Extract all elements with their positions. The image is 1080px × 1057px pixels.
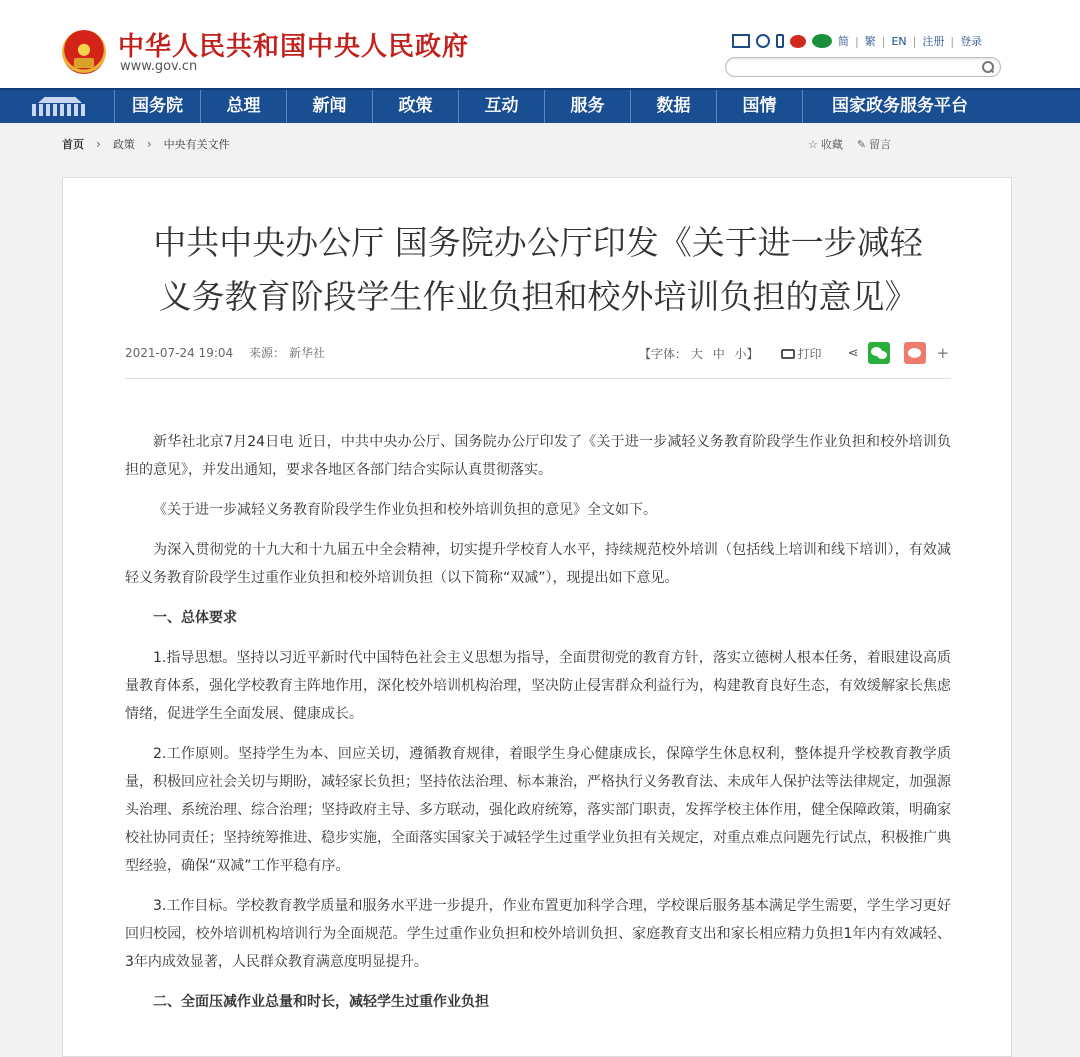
nav-item-news[interactable]: 新闻 xyxy=(287,90,373,123)
source-name: 新华社 xyxy=(288,346,325,360)
site-title[interactable]: 中华人民共和国中央人民政府 xyxy=(118,32,470,62)
article-title xyxy=(63,216,1013,324)
divider: | xyxy=(950,34,955,48)
divider: | xyxy=(912,34,917,48)
search-icon[interactable] xyxy=(982,61,994,73)
paragraph: 2.工作原则。坚持学生为本、回应关切，遵循教育规律，着眼学生身心健康成长，保障学生休息权利，整体提升学校教育教学质量，积极回应社会关切与期盼，减轻家长负担；坚持依法治理、标本兼治，严格执行义务教育法、未成年人保护法等法律规定，加强源头治理、系统治理、综合治理；坚持政府主导、多方联动，强化政府统筹，落实部门职责，发挥学校主体作用，健全保障政策，明确家校社协同责任；坚持统筹推进、稳步实施，全面落实国家关于减轻学生过重学业负担有关规定，对重点难点问题先行试点，积极推广典型经验，确保“双减”工作平稳有序。 xyxy=(125,746,951,874)
publish-date: 2021-07-24 19:04 xyxy=(125,346,234,360)
article-container xyxy=(62,177,1012,1057)
nav-item-service-platform[interactable]: 国家政务服务平台 xyxy=(832,96,968,116)
wechat-share-icon[interactable] xyxy=(868,342,890,364)
nav-item-national-info[interactable]: 国情 xyxy=(717,90,803,123)
paragraph: 新华社北京7月24日电 近日，中共中央办公厅、国务院办公厅印发了《关于进一步减轻义务教育阶段学生作业负担和校外培训负担的意见》，并发出通知，要求各地区各部门结合实际认真贯彻落实。 xyxy=(125,434,951,478)
paragraph: 《关于进一步减轻义务教育阶段学生作业负担和校外培训负担的意见》全文如下。 xyxy=(153,502,657,518)
nav-item-premier[interactable]: 总理 xyxy=(201,90,287,123)
link-english[interactable]: EN xyxy=(891,34,907,48)
nav-item-state-council[interactable]: 国务院 xyxy=(115,90,201,123)
paragraph: 1.指导思想。坚持以习近平新时代中国特色社会主义思想为指导，全面贯彻党的教育方针，落实立德树人根本任务，着眼建设高质量教育体系，强化学校教育主阵地作用，深化校外培训机构治理，坚决防止侵害群众利益行为，构建教育良好生态，有效缓解家长焦虑情绪，促进学生全面发展、健康成长。 xyxy=(125,650,951,722)
mobile-icon[interactable] xyxy=(776,34,784,48)
weibo-share-icon[interactable] xyxy=(904,342,926,364)
print-icon xyxy=(781,349,795,359)
more-share-icon[interactable]: + xyxy=(936,344,950,362)
nav-item-service[interactable]: 服务 xyxy=(545,90,631,123)
print-button[interactable] xyxy=(781,345,822,362)
title-line-1: 中共中央办公厅 国务院办公厅印发《关于进一步减轻 xyxy=(153,223,923,262)
breadcrumb-home[interactable]: 首页 xyxy=(62,138,84,151)
message-label: 留言 xyxy=(869,138,892,151)
font-size-control xyxy=(639,345,759,362)
divider xyxy=(125,378,951,379)
search-input[interactable] xyxy=(725,57,1001,77)
font-size-medium[interactable]: 中 xyxy=(712,346,725,361)
nav-logo[interactable] xyxy=(0,90,115,123)
national-emblem-icon[interactable] xyxy=(62,30,106,74)
breadcrumb-policy[interactable]: 政策 xyxy=(112,138,135,151)
font-size-large[interactable]: 大 xyxy=(690,346,703,361)
rss-icon[interactable] xyxy=(756,34,770,48)
pen-icon: ✎ xyxy=(856,138,867,151)
section-heading: 一、总体要求 xyxy=(153,610,237,626)
message-button[interactable] xyxy=(857,136,891,152)
gate-base-icon xyxy=(32,104,88,116)
site-header xyxy=(0,0,1080,88)
title-line-2: 义务教育阶段学生作业负担和校外培训负担的意见》 xyxy=(158,277,918,316)
link-register[interactable]: 注册 xyxy=(922,35,945,48)
wechat-icon[interactable] xyxy=(812,34,832,48)
nav-item-policy[interactable]: 政策 xyxy=(373,90,459,123)
chevron-right-icon: › xyxy=(96,137,101,151)
article-tools xyxy=(639,342,949,364)
nav-item-interaction[interactable]: 互动 xyxy=(459,90,545,123)
print-label: 打印 xyxy=(797,346,822,361)
breadcrumb xyxy=(62,136,230,152)
divider: | xyxy=(881,34,886,48)
link-simplified[interactable]: 简 xyxy=(838,35,849,48)
section-heading: 二、全面压减作业总量和时长，减轻学生过重作业负担 xyxy=(153,994,489,1010)
star-icon: ☆ xyxy=(808,138,818,151)
main-nav xyxy=(0,88,1080,123)
link-login[interactable]: 登录 xyxy=(960,35,983,48)
divider: | xyxy=(855,34,859,48)
share-icon[interactable]: ⋖ xyxy=(847,345,859,361)
mail-icon[interactable] xyxy=(732,34,750,48)
paragraph: 3.工作目标。学校教育教学质量和服务水平进一步提升，作业布置更加科学合理，学校课后服务基本满足学生需要，学生学习更好回归校园，校外培训机构培训行为全面规范。学生过重作业负担和校外培训负担、家庭教育支出和家长相应精力负担1年内有效减轻、3年内成效显著，人民群众教育满意度明显提升。 xyxy=(125,898,951,970)
weibo-icon[interactable] xyxy=(790,35,806,48)
nav-item-data[interactable]: 数据 xyxy=(631,90,717,123)
source-label: 来源： xyxy=(248,346,285,360)
paragraph: 为深入贯彻党的十九大和十九届五中全会精神，切实提升学校育人水平，持续规范校外培训（包括线上培训和线下培训），有效减轻义务教育阶段学生过重作业负担和校外培训负担（以下简称“双减”），现提出如下意见。 xyxy=(125,542,951,586)
font-size-label: 【字体： xyxy=(639,346,688,361)
article-body xyxy=(125,428,951,1028)
chevron-right-icon: › xyxy=(146,137,152,151)
article-meta xyxy=(125,344,337,361)
breadcrumb-central-docs[interactable]: 中央有关文件 xyxy=(163,138,230,151)
favorite-label: 收藏 xyxy=(820,138,843,151)
site-url[interactable]: www.gov.cn xyxy=(120,59,198,74)
link-traditional[interactable]: 繁 xyxy=(864,35,876,48)
gate-roof-icon xyxy=(38,97,82,103)
top-links xyxy=(732,32,982,50)
favorite-button[interactable] xyxy=(808,136,843,152)
font-size-small[interactable]: 小】 xyxy=(734,346,759,361)
page-actions xyxy=(808,136,891,152)
